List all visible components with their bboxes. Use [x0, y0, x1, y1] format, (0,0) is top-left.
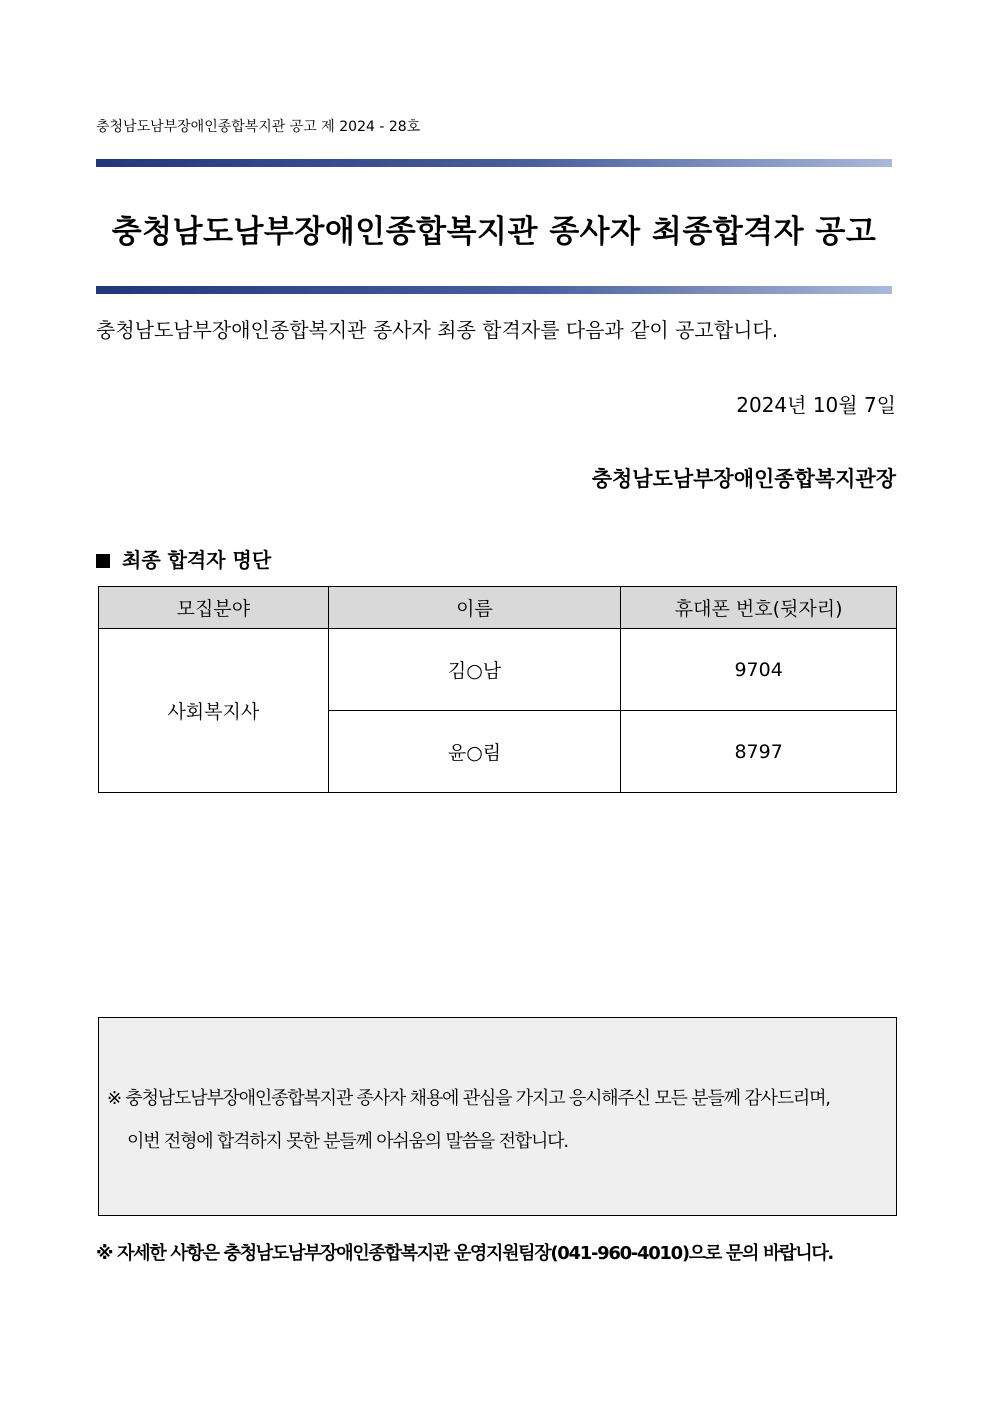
notice-number: 충청남도남부장애인종합복지관 공고 제 2024 - 28호 — [96, 119, 421, 135]
section-heading-text: 최종 합격자 명단 — [122, 548, 272, 572]
header-divider-bottom — [96, 286, 892, 294]
header-divider-top — [96, 159, 892, 167]
name-cell: 윤○림 — [328, 711, 621, 793]
column-header-name: 이름 — [328, 587, 621, 629]
column-header-phone: 휴대폰 번호(뒷자리) — [621, 587, 897, 629]
notice-box — [98, 1017, 897, 1216]
black-square-icon — [96, 554, 110, 568]
phone-cell: 8797 — [621, 711, 897, 793]
contact-note: ※ 자세한 사항은 충청남도남부장애인종합복지관 운영지원팀장(041-960-4010)으로 문의 바랍니다. — [96, 1243, 833, 1264]
notice-box-line-1: ※ 충청남도남부장애인종합복지관 종사자 채용에 관심을 가지고 응시해주신 모든 분들께 감사드리며, — [107, 1088, 830, 1109]
table-header-row — [99, 587, 897, 629]
column-header-field: 모집분야 — [99, 587, 329, 629]
signer-name: 충청남도남부장애인종합복지관장 — [591, 467, 896, 491]
section-heading — [96, 544, 271, 573]
intro-text: 충청남도남부장애인종합복지관 종사자 최종 합격자를 다음과 같이 공고합니다. — [96, 318, 779, 342]
name-cell: 김○남 — [328, 629, 621, 711]
notice-date: 2024년 10월 7일 — [736, 393, 896, 417]
page-title: 충청남도남부장애인종합복지관 종사자 최종합격자 공고 — [111, 214, 877, 250]
phone-cell: 9704 — [621, 629, 897, 711]
final-roster-table — [98, 586, 897, 793]
notice-box-line-2: 이번 전형에 합격하지 못한 분들께 아쉬움의 말씀을 전합니다. — [127, 1131, 568, 1152]
field-cell: 사회복지사 — [99, 629, 329, 793]
table-row — [99, 629, 897, 711]
